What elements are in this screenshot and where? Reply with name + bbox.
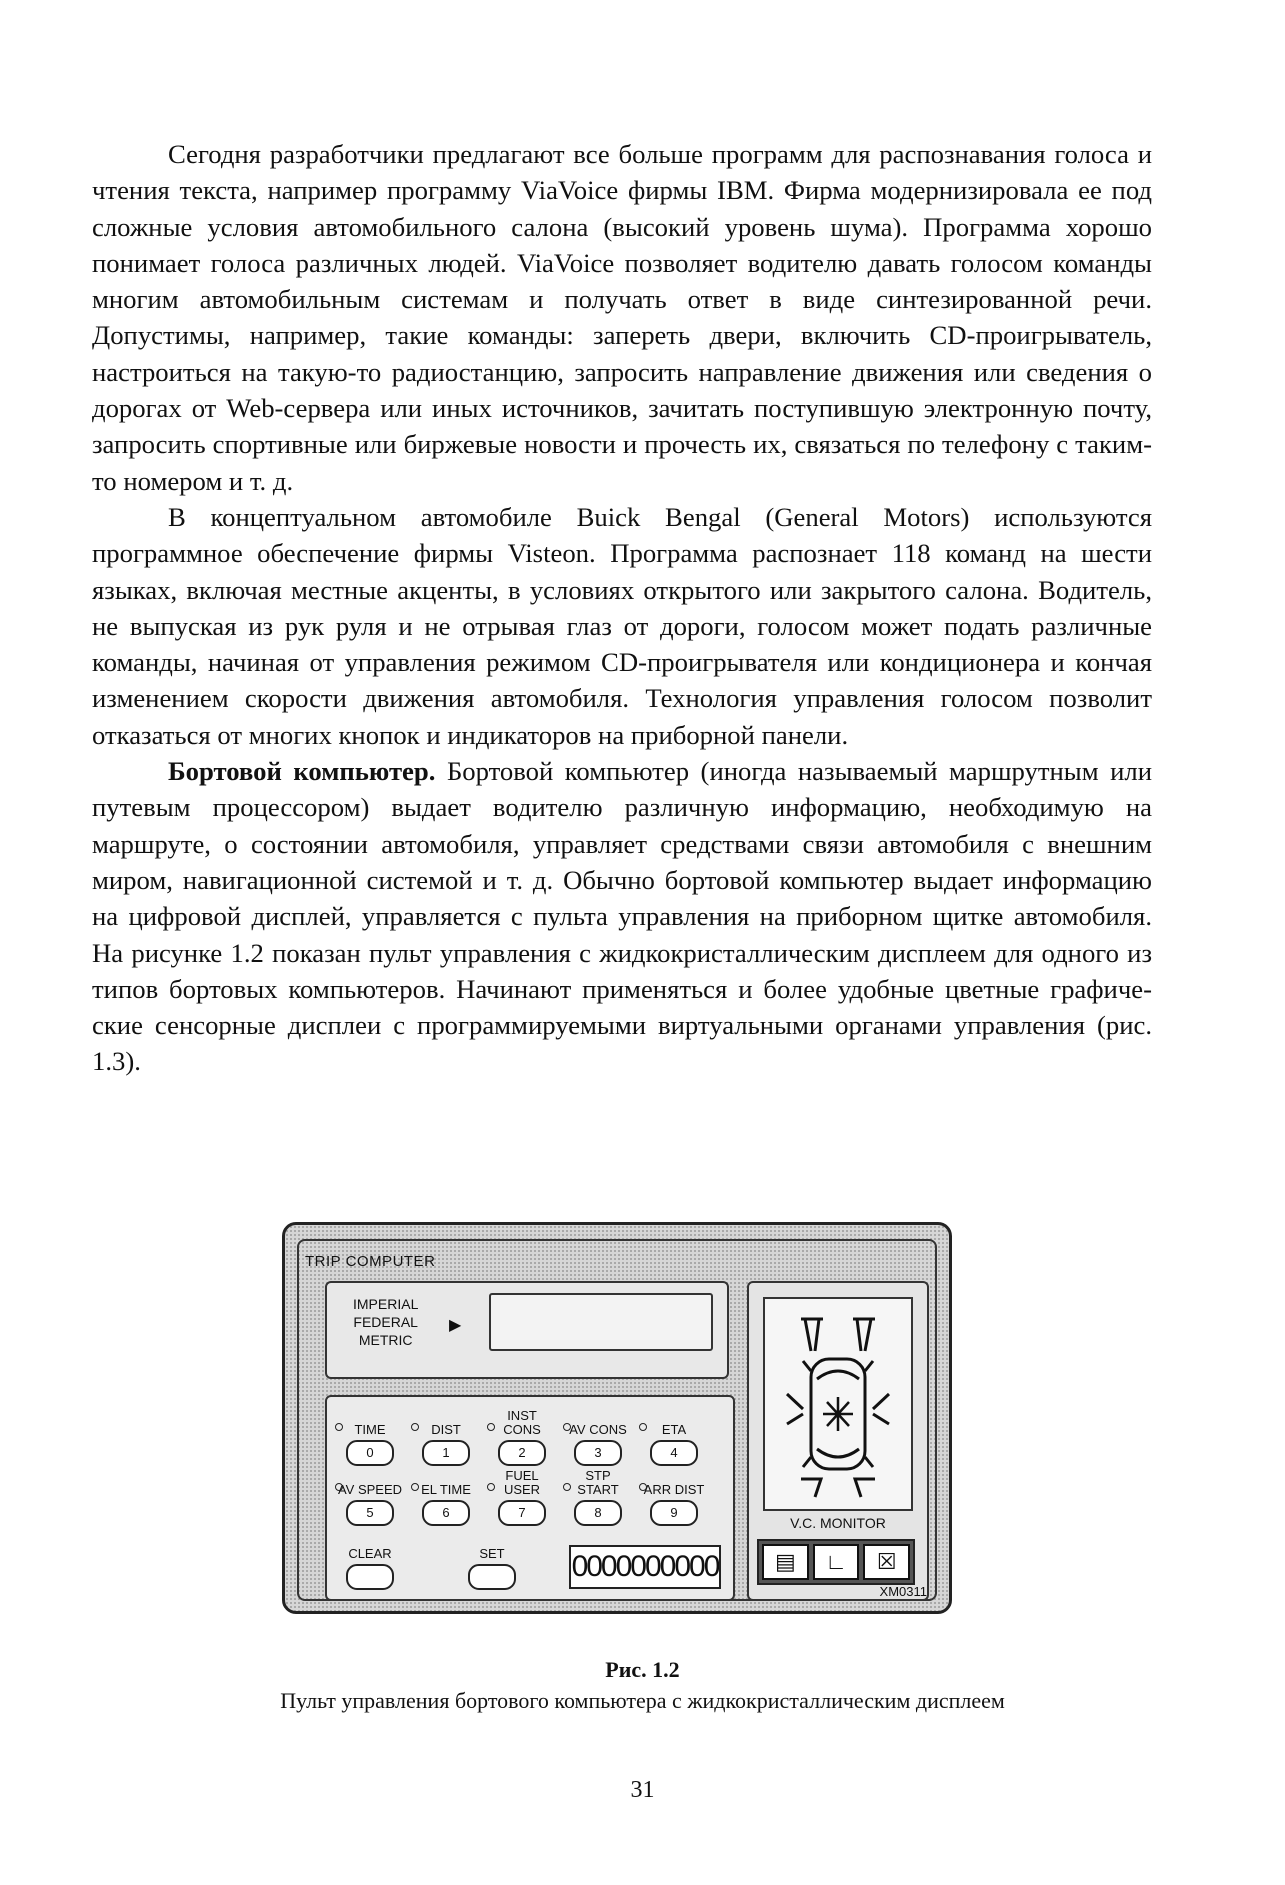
figure-number: Рис. 1.2 <box>605 1657 680 1682</box>
mode-metric: METRIC <box>358 1332 413 1348</box>
page-number: 31 <box>630 1777 655 1803</box>
door-icon: ▤ <box>762 1544 809 1580</box>
key-av-cons: AV CONS 3 <box>563 1407 633 1466</box>
key-stp-start: STP START 8 <box>563 1467 633 1526</box>
key-fuel-user: FUEL USER 7 <box>487 1467 557 1526</box>
key-set: SET <box>457 1531 527 1590</box>
key-el-time: EL TIME 6 <box>411 1467 481 1526</box>
monitor-label: V.C. MONITOR <box>790 1515 886 1531</box>
paragraph-2: В концептуальном автомобиле Buick Bengal (General Motors) используются программное обеспечение фирмы Visteon. Программа распознает 118 команд на шести языках, включая местные акценты, в условиях открытого или закрытого салона. Водитель, не выпуская из рук руля и не отрывая глаз от дороги, голосом может подать различные команды, начиная от управления режимом CD-проигрывателя или кондиционера и кончая изменением скорости движения автомобиля. Технология управления голосом позволит отказаться от многих кнопок и индикаторов на приборной панели. <box>92 501 1152 750</box>
car-diagram <box>763 1297 913 1511</box>
vc-monitor <box>747 1281 929 1601</box>
paragraph-1: Сегодня разработчики предлагают все больше программ для распознавания голоса и чтения текста, например программу ViaVoice фирмы IBM. Фирма модернизировала ее под сложные условия автомобильного салона (высокий уровень шума). Программа хорошо понимает голоса различных людей. ViaVoice позволяет водителю давать голосом команды многим автомобильным системам и получать ответ в виде синтезированной речи. Допустимы, например, такие команды: запереть двери, включить CD-проигрыватель, настроиться на такую-то радиостанцию, запросить направление движения или сведения о дорогах от Web-сервера или иных источников, зачитать поступившую электронную почту, запросить спортивные или биржевые новости и прочесть их, связаться по телефону с таким-то номером и т. д. <box>92 139 1152 496</box>
paragraph-3 <box>92 753 1152 1080</box>
section-heading: Бортовой компьютер. <box>168 756 436 787</box>
monitor-indicators <box>757 1539 915 1585</box>
keypad <box>325 1395 735 1601</box>
counter-display: 0000000000 <box>569 1545 721 1589</box>
key-clear: CLEAR <box>335 1531 405 1590</box>
mode-federal: FEDERAL <box>353 1314 418 1330</box>
model-code: XM0311 <box>879 1584 927 1599</box>
figure-title: TRIP COMPUTER <box>305 1253 436 1270</box>
arrow-right-icon: ▶ <box>449 1317 462 1334</box>
mode-list <box>353 1295 418 1349</box>
fuel-icon: ☒ <box>863 1544 910 1580</box>
section-body: Бортовой компьютер (иногда называемый маршрутным или путевым процессором) выдает водителю различную информацию, необходимую на маршруте, о состоянии автомобиля, управляет средствами связи автомобиля с внешним миром, навигационной системой и т. д. Обычно бортовой компьютер выдает информацию на цифровой дисплей, управляется с пульта управления на приборном щитке автомобиля. На рисунке 1.2 показан пульт управления с жидкокристаллическим дисплеем для одного из типов бортовых компьютеров. Начинают применяться и более удобные цветные графические сенсорные дисплеи с программируемыми виртуальными органами управления (рис. 1.3). <box>92 756 1152 1077</box>
figure-caption: Пульт управления бортового компьютера с жидкокристаллическим дисплеем <box>280 1688 1005 1713</box>
key-inst-cons: INST CONS 2 <box>487 1407 557 1466</box>
lcd-display <box>489 1293 713 1351</box>
key-time: TIME 0 <box>335 1407 405 1466</box>
body-text <box>92 136 1152 1080</box>
key-arr-dist: ARR DIST 9 <box>639 1467 709 1526</box>
key-dist: DIST 1 <box>411 1407 481 1466</box>
seat-icon: ∟ <box>813 1544 860 1580</box>
mode-imperial: IMPERIAL <box>353 1296 419 1312</box>
car-top-view-icon <box>765 1299 911 1509</box>
trip-computer-figure <box>282 1222 952 1614</box>
key-eta: ETA 4 <box>639 1407 709 1466</box>
mode-panel <box>325 1281 729 1379</box>
key-av-speed: AV SPEED 5 <box>335 1467 405 1526</box>
